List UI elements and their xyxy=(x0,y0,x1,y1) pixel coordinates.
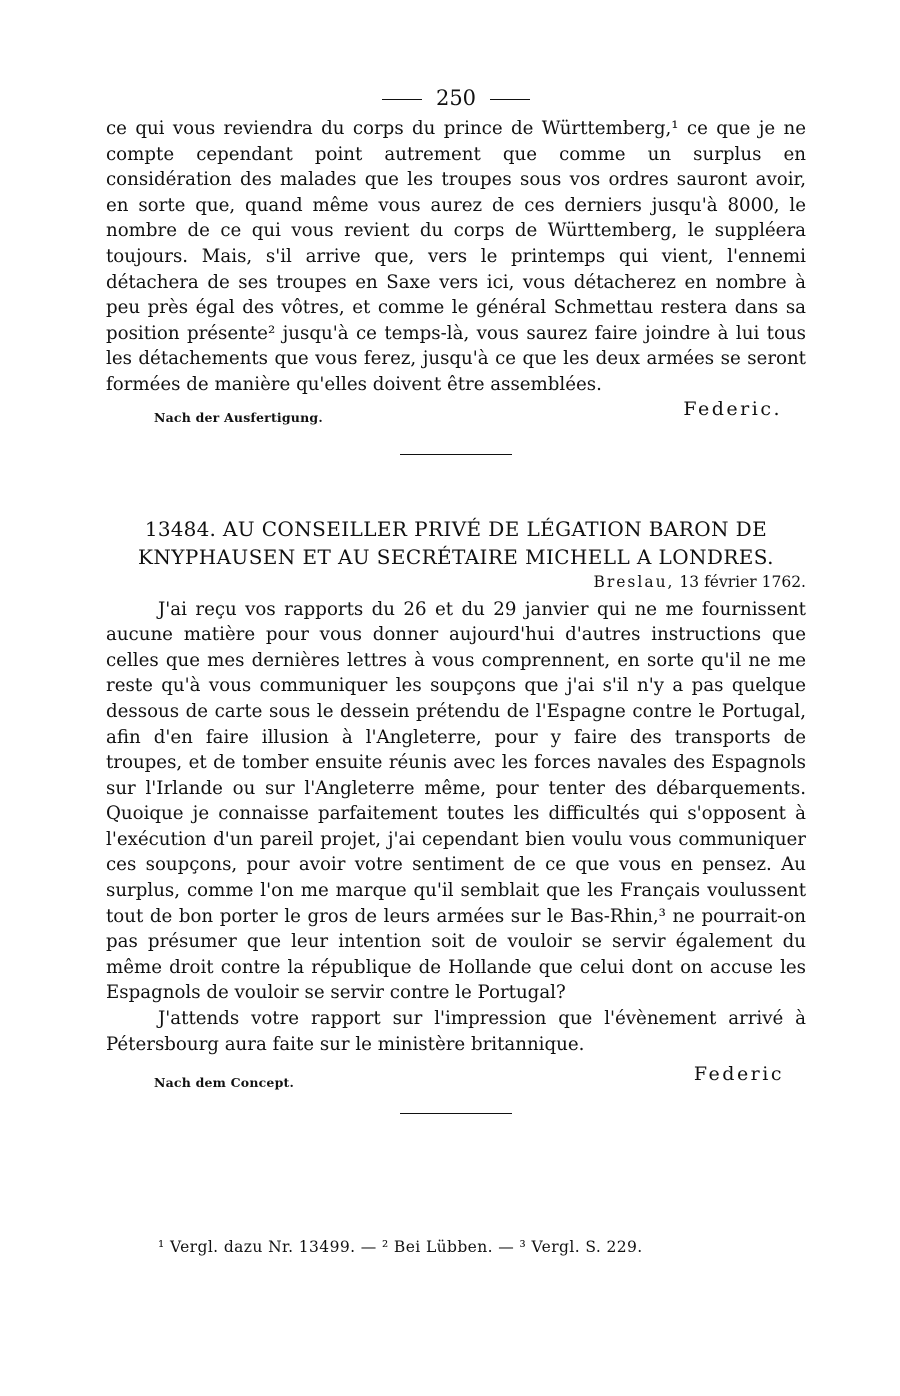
previous-letter-closing xyxy=(106,398,806,428)
page-header xyxy=(106,86,806,110)
previous-letter-paragraph: ce qui vous reviendra du corps du prince de Württemberg,¹ ce que je ne compte cependant point autrement que comme un surplus en considération des malades que les troupes sous vos ordres sauront avoir, en sorte que, quand même vous aurez de ces derniers jusqu'à 8000, le nombre de ce qui vous revient du corps de Württemberg, le suppléera toujours. Mais, s'il arrive que, vers le printemps qui vient, l'ennemi détachera de ses troupes en Saxe vers ici, vous détacherez en nombre à peu près égal des vôtres, et comme le général Schmettau restera dans sa position présente² jusqu'à ce temps-là, vous saurez faire joindre à lui tous les détachements que vous ferez, jusqu'à ce que les deux armées se seront formées de manière qu'elles doivent être assemblées. xyxy=(106,118,806,395)
header-dash-right xyxy=(490,99,530,100)
dateline-date: 13 février 1762. xyxy=(679,572,806,591)
header-dash-left xyxy=(382,99,422,100)
page-number: 250 xyxy=(435,86,477,110)
letter-heading xyxy=(106,515,806,571)
dateline xyxy=(106,573,806,591)
footnotes: ¹ Vergl. dazu Nr. 13499. — ² Bei Lübben. — ³ Vergl. S. 229. xyxy=(158,1238,643,1256)
signature: Federic. xyxy=(683,397,782,420)
footnote-divider xyxy=(400,1113,512,1114)
signature: Federic xyxy=(693,1063,784,1086)
source-note: Nach der Ausfertigung. xyxy=(154,409,323,425)
letter-paragraph-2: J'attends votre rapport sur l'impression que l'évènement arrivé à Pétersbourg aura faite sur le ministère britannique. xyxy=(106,1008,806,1055)
letter-heading-line2: KNYPHAUSEN ET AU SECRÉTAIRE MICHELL A LONDRES. xyxy=(138,544,774,569)
letter-heading-line1: AU CONSEILLER PRIVÉ DE LÉGATION BARON DE xyxy=(222,516,768,541)
dateline-place: Breslau, xyxy=(593,572,675,591)
letter-paragraph-1: J'ai reçu vos rapports du 26 et du 29 janvier qui ne me fournissent aucune matière pour vous donner aujourd'hui d'autres instructions que celles que mes dernières lettres à vous comprennent, en sorte qu'il ne me reste qu'à vous communiquer les soupçons que j'ai s'il n'y a pas quelque dessous de carte sous le dessein prétendu de l'Espagne contre le Portugal, afin d'en faire illusion à l'Angleterre, pour y faire des transports de troupes, et de tomber ensuite réunis avec les forces navales des Espagnols sur l'Irlande ou sur l'Angleterre même, pour tenter des débarquements. Quoique je connaisse parfaitement toutes les difficultés qui s'opposent à l'exécution d'un pareil projet, j'ai cependant bien voulu vous communiquer ces soupçons, pour avoir votre sentiment de ce que vous en pensez. Au surplus, comme l'on me marque qu'il semblait que les Français voulussent tout de bon porter le gros de leurs armées sur le Bas-Rhin,³ ne pourrait-on pas présumer que leur intention soit de vouloir se servir également du même droit contre la république de Hollande que celui dont on accuse les Espagnols de vouloir se servir contre le Portugal? xyxy=(106,598,806,1004)
letter-closing xyxy=(106,1063,806,1093)
source-note: Nach dem Concept. xyxy=(154,1075,295,1091)
page-body xyxy=(106,86,806,1114)
letter-number: 13484. xyxy=(144,516,217,541)
